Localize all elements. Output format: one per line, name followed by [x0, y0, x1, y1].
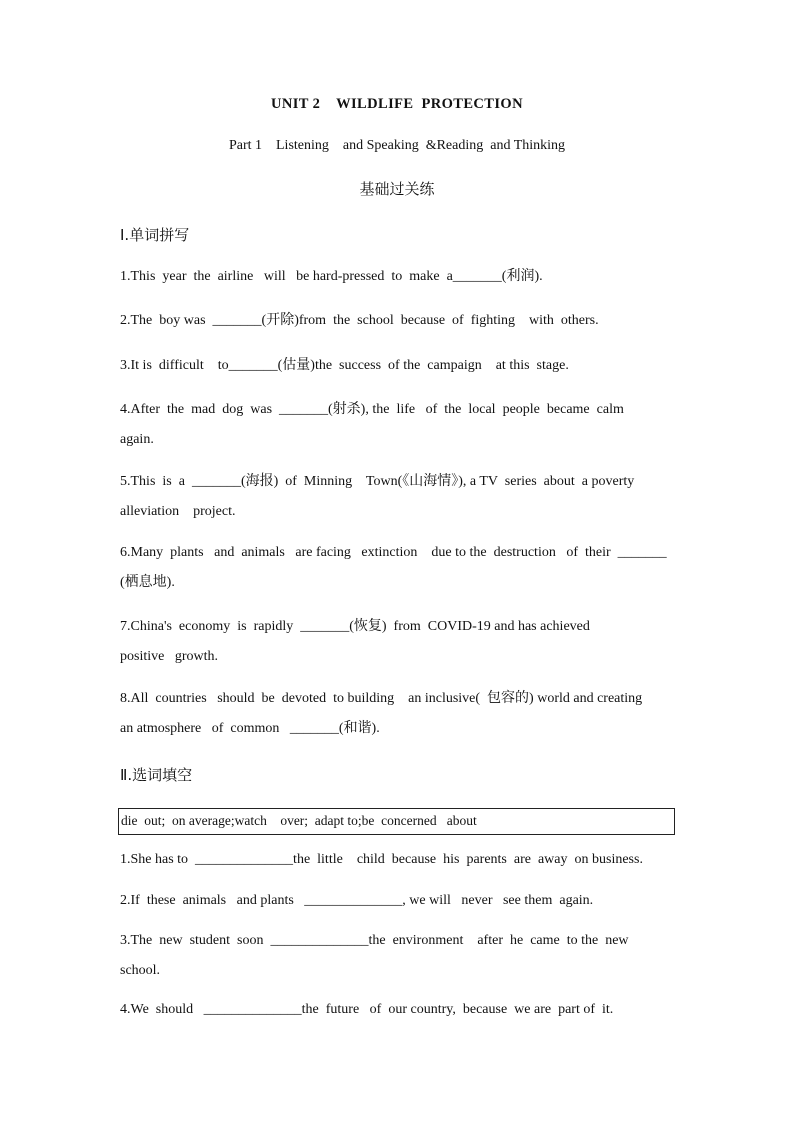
spelling-item-6	[120, 538, 675, 598]
item-text: 5.This is a _______(海报) of Minning Town(《山海情》), a TV series about a poverty	[120, 474, 635, 489]
item-text: 4.After the mad dog was _______(射杀), the life of the local people became calm	[120, 402, 624, 417]
item-text-continued: an atmosphere of common _______(和谐).	[120, 721, 380, 736]
page-title: UNIT 2 WILDLIFE PROTECTION	[271, 96, 523, 112]
item-text: 7.China's economy is rapidly _______(恢复) from COVID-19 and has achieved	[120, 619, 590, 634]
item-text-continued: again.	[120, 432, 154, 447]
section-2-heading: Ⅱ.选词填空	[120, 766, 193, 784]
page-subtitle: Part 1 Listening and Speaking &Reading and Thinking	[228, 138, 566, 153]
spelling-item-7	[120, 612, 675, 672]
spelling-item-5	[120, 467, 675, 527]
spelling-item-4	[120, 395, 675, 455]
fill-item-2	[120, 886, 675, 916]
section-1-heading: Ⅰ.单词拼写	[120, 226, 190, 244]
item-text: 2.If these animals and plants ______________, we will never see them again.	[120, 893, 594, 908]
spelling-item-8	[120, 684, 675, 744]
item-text-continued: positive growth.	[120, 649, 218, 664]
item-text: 1.This year the airline will be hard-pressed to make a_______(利润).	[120, 269, 543, 284]
fill-item-3	[120, 926, 675, 986]
item-text: 1.She has to ______________the little child because his parents are away on business.	[120, 852, 643, 867]
word-choice-box: die out; on average;watch over; adapt to;be concerned about	[118, 808, 675, 835]
spelling-item-1	[120, 262, 675, 292]
item-text-continued: school.	[120, 963, 161, 978]
item-text-continued: alleviation project.	[120, 504, 236, 519]
spelling-item-2	[120, 306, 675, 336]
fill-item-4	[120, 995, 675, 1025]
item-text-continued: (栖息地).	[120, 575, 175, 590]
fill-item-1	[120, 845, 675, 875]
item-text: 4.We should ______________the future of our country, because we are part of it.	[120, 1002, 614, 1017]
practice-heading: 基础过关练	[359, 180, 435, 198]
item-text: 3.It is difficult to_______(估量)the success of the campaign at this stage.	[120, 358, 569, 373]
item-text: 6.Many plants and animals are facing extinction due to the destruction of their _______	[120, 545, 667, 560]
item-text: 8.All countries should be devoted to building an inclusive( 包容的) world and creating	[120, 691, 643, 706]
item-text: 3.The new student soon ______________the environment after he came to the new	[120, 933, 629, 948]
spelling-item-3	[120, 351, 675, 381]
item-text: 2.The boy was _______(开除)from the school because of fighting with others.	[120, 313, 599, 328]
